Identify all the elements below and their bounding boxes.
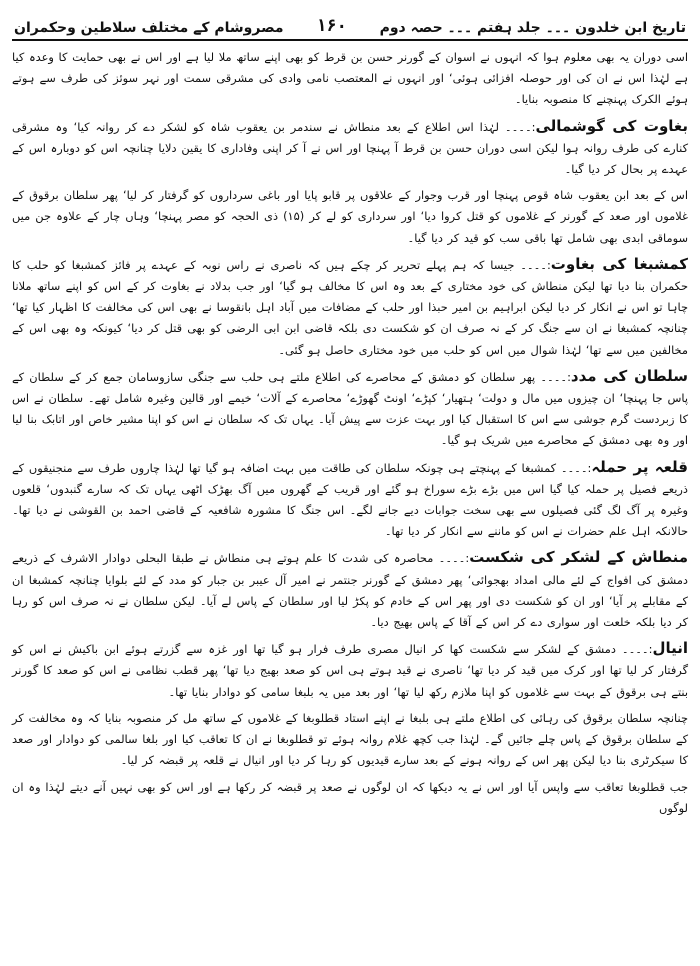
- paragraph-text: محاصرہ کی شدت کا علم ہوتے ہی منطاش نے طبقا البحلی دوادار الاشرف کے ذریعے دمشق کی افواج کے لئے مالی امداد بھجوائی‘ پھر دمشق کے گورنر جنتمر نے امیر آل عیبر بن جبار کو مدد کے لئے بلوایا چنانچہ کمشبغا ان کے مقابلے پر آیا‘ اور ان کو شکست دی اور پھر اس کے خادم کو پکڑ لیا اور سلطان کے پاس لے آیا۔ لیکن سلطان نے نہ صرف اس کو رہا کر دیا بلکہ خلعت اور سواری دے کر اس کے آقا کے پاس بھیج دیا۔: [12, 551, 688, 630]
- section-heading: سلطان کی مدد: [570, 366, 689, 385]
- page-header: [12, 6, 688, 41]
- paragraph: کمشبغا کی بغاوت:۔۔۔۔ جیسا کہ ہم پہلے تحریر کر چکے ہیں کہ ناصری نے راس نوبہ کے عہدے پر فائز کمشبغا کو حلب کا حکمران بنا دیا تھا لیکن منطاش کی خود مختاری کے بعد وہ اس کا مخالف ہو گیا‘ اور جب بدلاد نے بغاوت کر کے اس کو اپنے ساتھ ملانا چاہا تو اس نے انکار کر دیا لیکن ابراہیم بن امیر حبذا اور حلب کے مضافات میں آباد اہل بانقوسا نے بھی اس کی مخالفت کا اظہار کیا تھا‘ چنانچہ کمشبغا نے ان سے جنگ کر کے نہ صرف ان کو شکست دی بلکہ قاضی ابن ابی الرضی کو بھی قتل کر دیا‘ کیونکہ وہ بھی اس کے مخالفین میں سے تھا‘ لہٰذا شوال میں اس کو حلب میں خود مختاری حاصل ہو گئی۔: [12, 254, 689, 357]
- paragraph-text: لہٰذا اس اطلاع کے بعد منطاش نے سندمر بن یعقوب شاہ کو لشکر دے کر روانہ کیا‘ وہ مشرقی کنارے کی طرف روانہ ہوا لیکن اسی دوران حسن بن قرط آ پہنچا اور اس نے آ کر اپنی وفاداری کا یقین دلایا چنانچہ اس کو دوبارہ اس کے عہدے پر بحال کر دیا گیا۔: [12, 119, 688, 177]
- paragraph: [12, 185, 688, 249]
- paragraph: قلعہ پر حملہ:۔۔۔۔ کمشبغا کے پہنچتے ہی چونکہ سلطان کی طاقت میں بہت اضافہ ہو گیا تھا لہٰذا چاروں طرف سے منجنیقوں کے ذریعے فصیل پر حملہ کیا گیا اس میں بڑے بڑے سوراخ ہو گئے اور قریب کے گھروں میں آگ بھڑک اٹھی یہاں تک کہ سارے گنبدوں‘ قلعوں وغیرہ پر آگ لگ گئی فصیلوں سے بھی سخت جوابات دیے جانے لگے۔ اس جنگ کا مشورہ شافعیہ کے قاضی احمد بن القوشی نے دیا تھا۔ حالانکہ اہل علم حضرات نے اس کو ماننے سے انکار کر دیا تھا۔: [12, 457, 688, 539]
- paragraph-text: اسی دوران یہ بھی معلوم ہوا کہ انہوں نے اسوان کے گورنر حسن بن قرط کو بھی اپنے ساتھ ملا لیا ہے اور اس نے بھی حمایت کا وعدہ کیا ہے لہٰذا اس نے ان کی اور حوصلہ افزائی ہوئی‘ اور انہوں نے المعتصب نامی وادی کی مشرقی سمت اور نہر سوئز کی طرف سے ہوتے ہوئے الکرک پہنچنے کا منصوبہ بنایا۔: [12, 50, 688, 107]
- paragraph-text: چنانچہ سلطان برقوق کی رہائی کی اطلاع ملتے ہی بلبغا نے اپنے استاد قطلوبغا کے غلاموں کے ساتھ مل کر منصوبہ بنایا کہ وہ مخالفت کر کے سلطان برقوق کے پاس چلے جائیں گے۔ لہٰذا جب کچھ غلام روانہ ہوئے تو قطلوبغا نے ان کا تعاقب کیا اور بلغا سالمی کو دوادار اور صعد کا سیکرٹری بنا دیا لیکن پھر اس کے روانہ ہونے کے بعد سارے قیدیوں کو رہا کر دیا اور انیال نے قلعہ پر قبضہ کر لیا۔: [12, 710, 688, 768]
- paragraph: انیال:۔۔۔۔ دمشق کے لشکر سے شکست کھا کر انیال مصری طرف فرار ہو گیا تھا اور غزہ سے گزرتے ہوئے ابن باکیش نے اس کو گرفتار کر لیا تھا اور کرک میں قید کر دیا تھا‘ ناصری نے قید ہوتے ہی اس کو صعد بھیج دیا تھا‘ پھر قطب نظامی نے اس کو صعد کا گورنر بنتے ہی برقوق کے بہت سے غلاموں کو اپنا ملازم رکھ لیا تھا‘ اور بعد میں یہ بلبغا سامی کو دوادار بنایا تھا۔: [12, 639, 688, 699]
- paragraph: [12, 777, 688, 819]
- section-heading: کمشبغا کی بغاوت: [550, 254, 689, 273]
- section-heading: انیال: [652, 639, 688, 658]
- paragraph: [12, 47, 688, 111]
- paragraph-text: اس کے بعد ابن یعقوب شاہ قوص پہنچا اور قرب وجوار کے علاقوں پر قابو پایا اور باغی سرداروں کو گرفتار کر لیا‘ پھر سلطان برقوق کے غلاموں اور صعد کے گورنر کے غلاموں کو قتل کروا دیا‘ اور سرداری کو لے کر (۱۵) ذی الحجہ کو مصر پہنچا‘ وہاں چار کے علاوہ جن میں سوماقی ابدی بھی شامل تھا باقی سب کو قید کر دیا گیا۔: [12, 188, 688, 245]
- paragraph-text: دمشق کے لشکر سے شکست کھا کر انیال مصری طرف فرار ہو گیا تھا اور غزہ سے گزرتے ہوئے ابن باکیش نے اس کو گرفتار کر لیا تھا اور کرک میں قید کر دیا تھا‘ ناصری نے قید ہوتے ہی اس کو صعد بھیج دیا تھا‘ پھر قطب نظامی نے اس کو صعد کا گورنر بنتے ہی برقوق کے بہت سے غلاموں کو اپنا ملازم رکھ لیا تھا‘ اور بعد میں یہ بلبغا سامی کو دوادار بنایا تھا۔: [12, 642, 688, 699]
- paragraph: [12, 708, 688, 772]
- paragraph-text: جب قطلوبغا تعاقب سے واپس آیا اور اس نے یہ دیکھا کہ ان لوگوں نے صعد پر قبضہ کر رکھا ہے اور اس کو بھی نہیں آنے دیتے لہٰذا وہ ان لوگوں: [12, 779, 688, 815]
- paragraph: منطاش کے لشکر کی شکست:۔۔۔۔ محاصرہ کی شدت کا علم ہوتے ہی منطاش نے طبقا البحلی دوادار الاشرف کے ذریعے دمشق کی افواج کے لئے مالی امداد بھجوائی‘ پھر دمشق کے گورنر جنتمر نے امیر آل عیبر بن جبار کو مدد کے لئے بلوایا چنانچہ کمشبغا ان کے مقابلے پر آیا‘ اور ان کو شکست دی اور پھر اس کے خادم کو پکڑ لیا اور سلطان کے پاس لے آیا۔ لیکن سلطان نے نہ صرف اس کو رہا کر دیا بلکہ خلعت اور سواری دے کر اس کے آقا کے پاس بھیج دیا۔: [12, 548, 688, 630]
- section-heading: قلعہ پر حملہ: [591, 457, 688, 476]
- paragraph: بغاوت کی گوشمالی:۔۔۔۔ لہٰذا اس اطلاع کے بعد منطاش نے سندمر بن یعقوب شاہ کو لشکر دے کر روانہ کیا‘ وہ مشرقی کنارے کی طرف روانہ ہوا لیکن اسی دوران حسن بن قرط آ پہنچا اور اس نے آ کر اپنی وفاداری کا یقین دلایا چنانچہ اس کو دوبارہ اس کے عہدے پر بحال کر دیا گیا۔: [12, 116, 689, 177]
- paragraph: سلطان کی مدد:۔۔۔۔ پھر سلطان کو دمشق کے محاصرے کی اطلاع ملتے ہی حلب سے جنگی سازوسامان جمع کر کے سلطان کے پاس جا پہنچا‘ ان چیزوں میں مال و دولت‘ ہتھیار‘ کپڑے‘ اونٹ گھوڑے‘ محاصرے کے آلات‘ خیمے اور قالین وغیرہ شامل تھے۔ سلطان نے اس کا زبردست گرم جوشی سے اس کا استقبال کیا اور بہت عزت سے پیش آیا۔ یہاں تک کہ سلطان نے اس کو اپنا مشیر خاص اور اتابک بنا لیا اور وہ بھی دمشق کے محاصرے میں شریک ہو گیا۔: [12, 366, 689, 448]
- paragraph-text: پھر سلطان کو دمشق کے محاصرے کی اطلاع ملتے ہی حلب سے جنگی سازوسامان جمع کر کے سلطان کے پاس جا پہنچا‘ ان چیزوں میں مال و دولت‘ ہتھیار‘ کپڑے‘ اونٹ گھوڑے‘ محاصرے کے آلات‘ خیمے اور قالین وغیرہ شامل تھے۔ سلطان نے اس کا زبردست گرم جوشی سے اس کا استقبال کیا اور بہت عزت سے پیش آیا۔ یہاں تک کہ سلطان نے اس کو اپنا مشیر خاص اور اتابک بنا لیا اور وہ بھی دمشق کے محاصرے میں شریک ہو گیا۔: [12, 369, 688, 448]
- section-heading: منطاش کے لشکر کی شکست: [469, 548, 688, 567]
- page-body: [12, 41, 688, 819]
- section-heading: بغاوت کی گوشمالی: [535, 116, 689, 135]
- chapter-title: مصروشام کے مختلف سلاطین وحکمران: [14, 20, 284, 36]
- paragraph-text: کمشبغا کے پہنچتے ہی چونکہ سلطان کی طاقت میں بہت اضافہ ہو گیا تھا لہٰذا چاروں طرف سے منجنیقوں کے ذریعے فصیل پر حملہ کیا گیا اس میں بڑے بڑے سوراخ ہو گئے اور قریب کے گھروں میں آگ بھڑک اٹھی یہاں تک کہ سارے گنبدوں‘ قلعوں وغیرہ پر آگ لگ گئی فصیلوں سے بھی سخت جوابات دیے جانے لگے۔ اس جنگ کا مشورہ شافعیہ کے قاضی احمد بن القوشی نے دیا تھا۔ حالانکہ اہل علم حضرات نے اس کو ماننے سے انکار کر دیا تھا۔: [12, 460, 688, 539]
- page-number: ۱۶۰: [316, 16, 347, 36]
- paragraph-text: جیسا کہ ہم پہلے تحریر کر چکے ہیں کہ ناصری نے راس نوبہ کے عہدے پر فائز کمشبغا کو حلب کا حکمران بنا دیا تھا لیکن منطاش کی خود مختاری کے بعد وہ اس کا مخالف ہو گیا‘ اور جب بدلاد نے بغاوت کر کے اس کو اپنے ساتھ ملانا چاہا تو اس نے انکار کر دیا لیکن ابراہیم بن امیر حبذا اور حلب کے مضافات میں آباد اہل بانقوسا نے بھی اس کی مخالفت کا اظہار کیا تھا‘ چنانچہ کمشبغا نے ان سے جنگ کر کے نہ صرف ان کو شکست دی بلکہ قاضی ابن ابی الرضی کو بھی قتل کر دیا‘ کیونکہ وہ بھی اس کے مخالفین میں سے تھا‘ لہٰذا شوال میں اس کو حلب میں خود مختاری حاصل ہو گئی۔: [12, 257, 688, 357]
- book-title: تاریخ ابن خلدون ۔۔۔ جلد ہفتم ۔۔۔ حصہ دوم: [379, 20, 686, 36]
